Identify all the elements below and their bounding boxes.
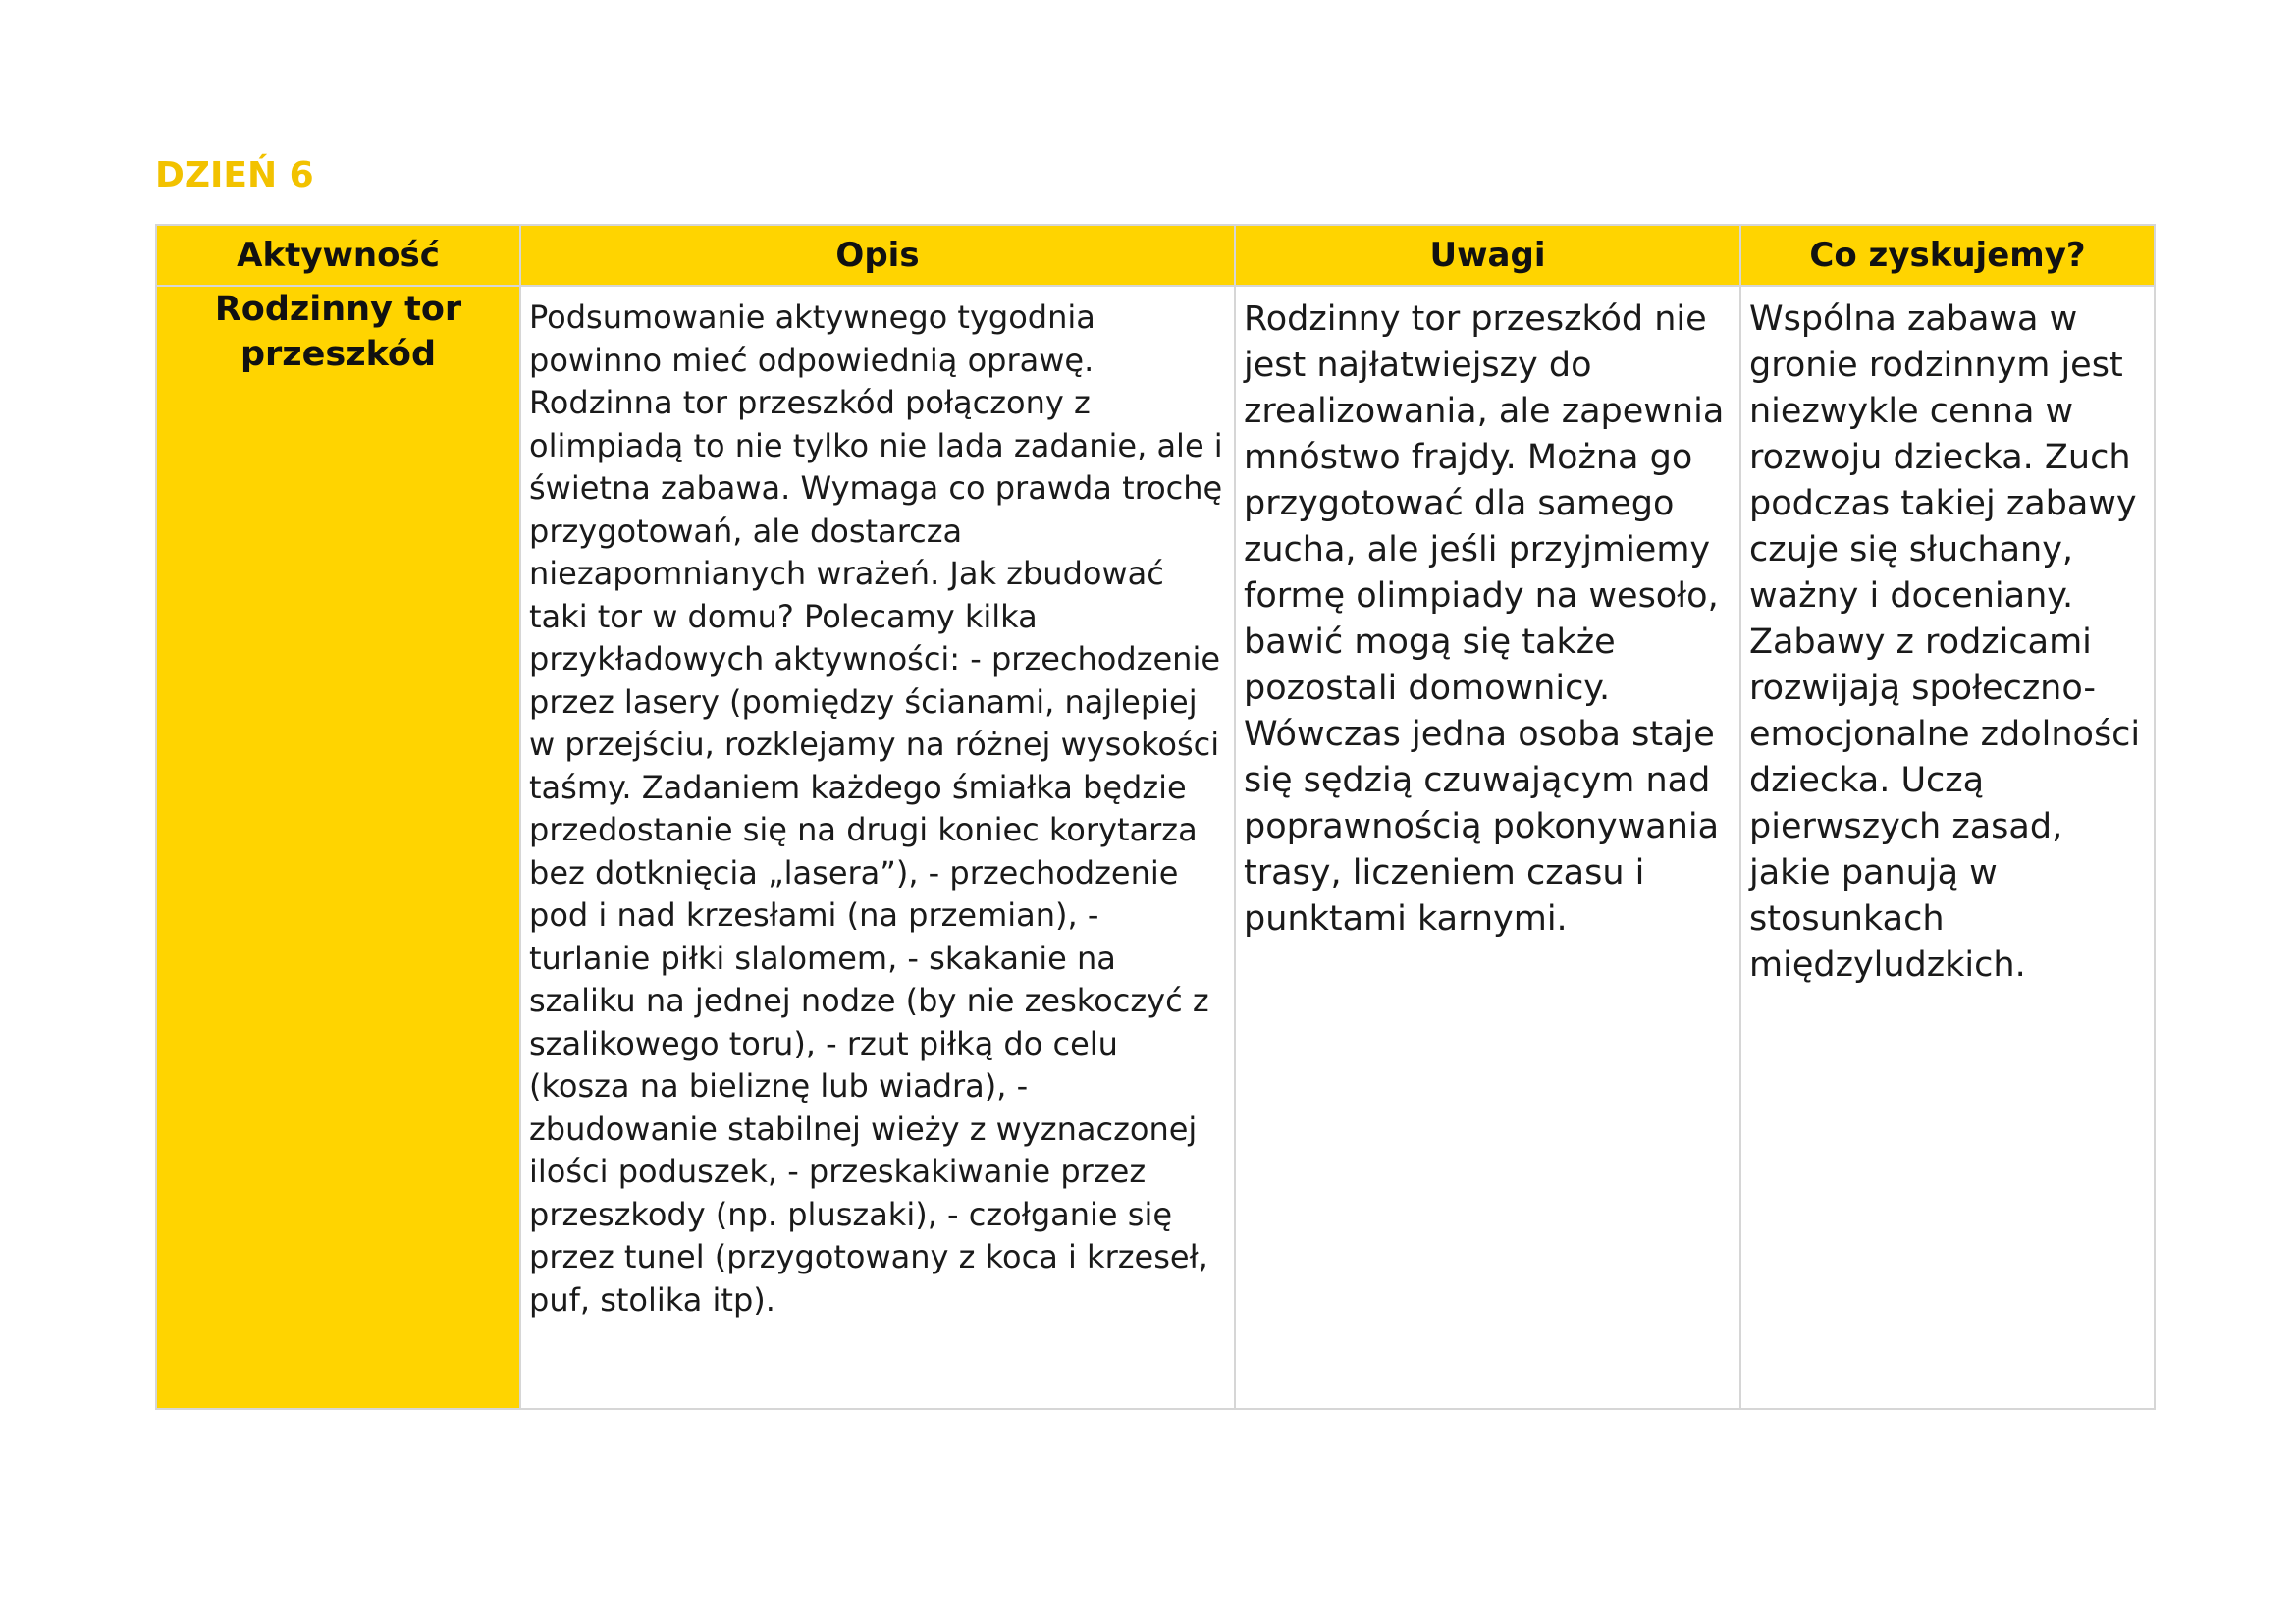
notes-cell <box>1235 286 1740 1409</box>
header-notes: Uwagi <box>1235 225 1740 286</box>
gains-cell <box>1740 286 2155 1409</box>
header-row <box>156 225 2155 286</box>
table-body <box>156 286 2155 1409</box>
activity-cell <box>156 286 520 1409</box>
header-activity: Aktywność <box>156 225 520 286</box>
activity-name: Rodzinny tor przeszkód <box>214 290 462 374</box>
notes-text: Rodzinny tor przeszkód nie jest najłatwiejszy do zrealizowania, ale zapewnia mnóstwo frajdy. Można go przygotować dla samego zucha, ale jeśli przyjmiemy formę olimpiady na wesoło, bawić mogą się także pozostali domownicy. Wówczas jedna osoba staje się sędzią czuwającym nad poprawnością pokonywania trasy, liczeniem czasu i punktami karnymi. <box>1244 299 1725 939</box>
description-cell <box>520 286 1235 1409</box>
description-text: Podsumowanie aktywnego tygodnia powinno mieć odpowiednią oprawę. Rodzinna tor przeszkód połączony z olimpiadą to nie tylko nie lada zadanie, ale i świetna zabawa. Wymaga co prawda trochę przygotowań, ale dostarcza niezapomnianych wrażeń. Jak zbudować taki tor w domu? Polecamy kilka przykładowych aktywności: - przechodzenie przez lasery (pomiędzy ścianami, najlepiej w przejściu, rozklejamy na różnej wysokości taśmy. Zadaniem każdego śmiałka będzie przedostanie się na drugi koniec korytarza bez dotknięcia „lasera”), - przechodzenie pod i nad krzesłami (na przemian), - turlanie piłki slalomem, - skakanie na szaliku na jednej nodze (by nie zeskoczyć z szalikowego toru), - rzut piłką do celu (kosza na bieliznę lub wiadra), - zbudowanie stabilnej wieży z wyznaczonej ilości poduszek, - przeskakiwanie przez przeszkody (np. pluszaki), - czołganie się przez tunel (przygotowany z koca i krzeseł, puf, stolika itp). <box>529 298 1223 1319</box>
gains-text: Wspólna zabawa w gronie rodzinnym jest niezwykle cenna w rozwoju dziecka. Zuch podczas takiej zabawy czuje się słuchany, ważny i doceniany. Zabawy z rodzicami rozwijają społeczno-emocjonalne zdolności dziecka. Uczą pierwszych zasad, jakie panują w stosunkach międzyludzkich. <box>1749 299 2141 985</box>
activity-table <box>155 224 2156 1410</box>
table-header <box>156 225 2155 286</box>
table-row <box>156 286 2155 1409</box>
header-gains: Co zyskujemy? <box>1740 225 2155 286</box>
header-description: Opis <box>520 225 1235 286</box>
day-title: DZIEŃ 6 <box>155 155 314 195</box>
